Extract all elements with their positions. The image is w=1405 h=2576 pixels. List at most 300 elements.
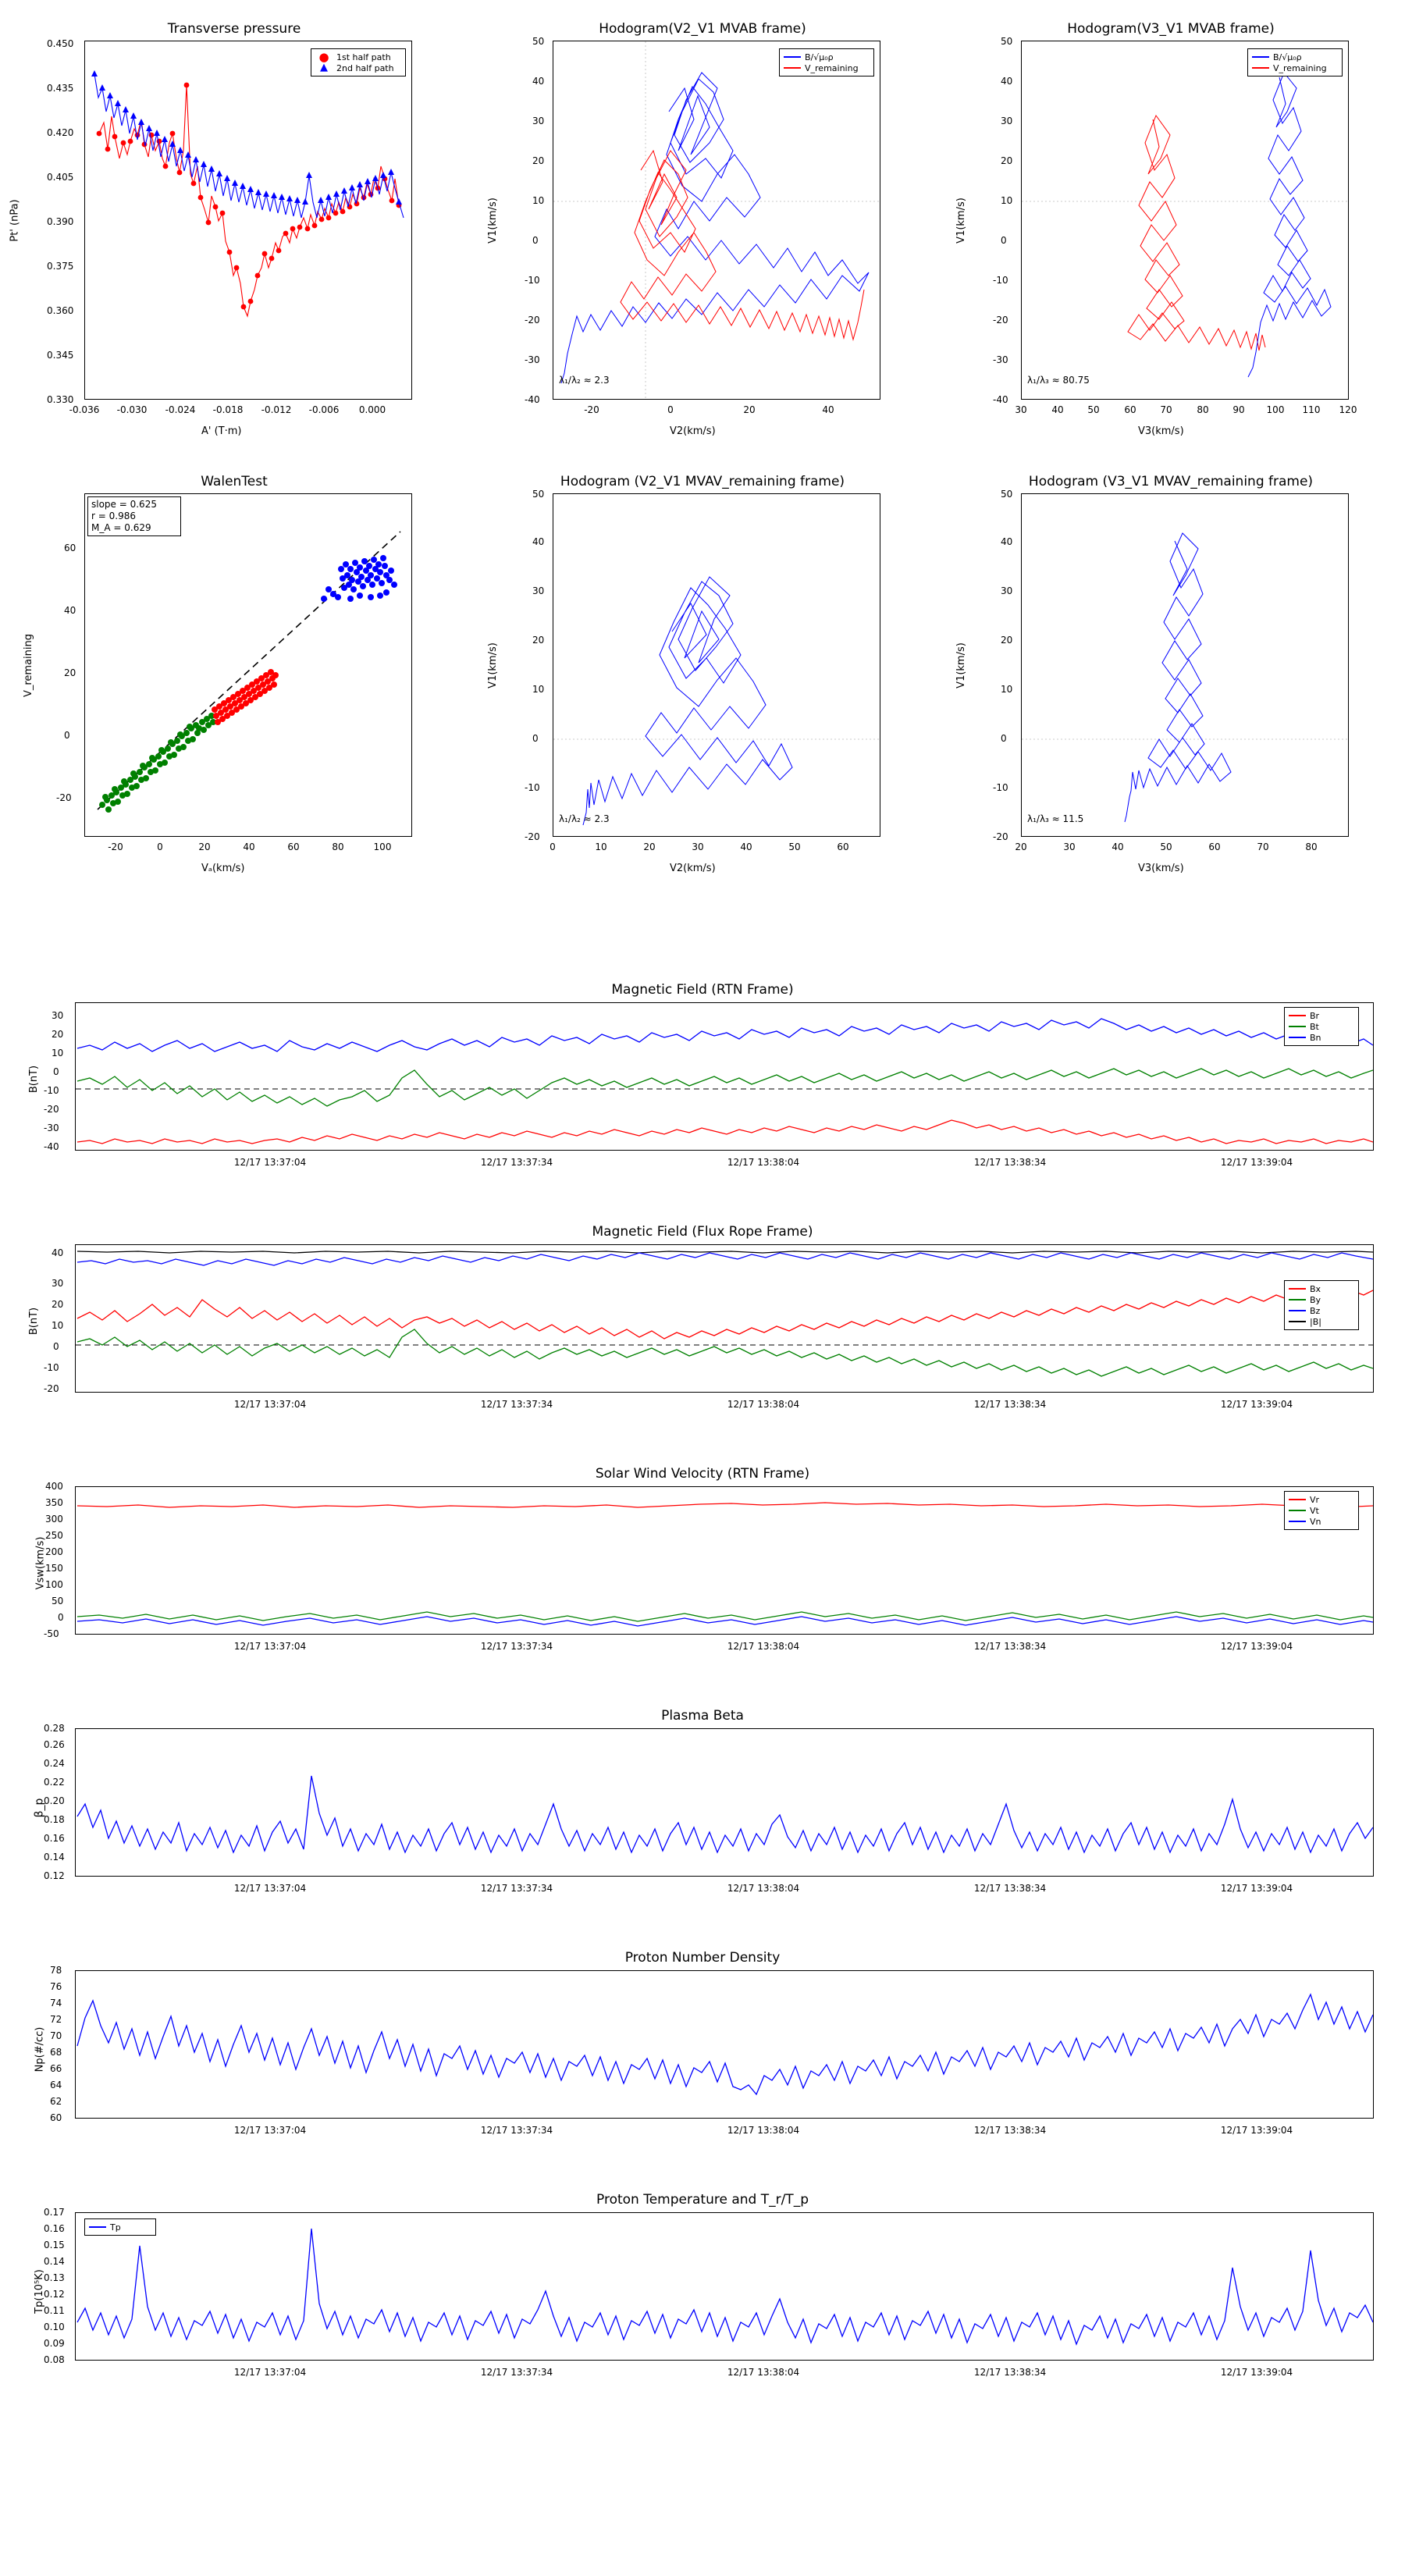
legend [1247, 48, 1343, 76]
y-axis-label: V1(km/s) [955, 642, 967, 688]
x-tick: 12/17 13:39:04 [1220, 1883, 1293, 1894]
legend-label: Bx [1310, 1283, 1321, 1294]
y-tick: 74 [50, 1998, 62, 2008]
y-tick: 150 [45, 1563, 63, 1574]
series-plot [76, 1245, 1374, 1393]
y-tick: 20 [532, 155, 545, 166]
legend-row [1289, 1494, 1354, 1505]
legend-row [1289, 1316, 1354, 1327]
x-tick: 80 [1305, 841, 1318, 852]
y-tick: 0.28 [44, 1723, 65, 1734]
panel-title: Magnetic Field (Flux Rope Frame) [592, 1224, 813, 1240]
y-tick: 0 [532, 733, 539, 744]
series-plot [76, 1003, 1374, 1151]
eigenvalue-ratio-annotation: λ₁/λ₃ ≈ 80.75 [1027, 375, 1090, 386]
legend-label: 1st half path [336, 52, 391, 62]
line-swatch-icon [1289, 1288, 1306, 1290]
x-tick: -0.024 [165, 404, 196, 415]
eigenvalue-ratio-annotation: λ₁/λ₂ ≈ 2.3 [559, 375, 610, 386]
legend-label: Vt [1310, 1505, 1319, 1516]
y-tick: 0.15 [44, 2240, 65, 2250]
legend-row [1289, 1032, 1354, 1043]
y-tick: 30 [532, 116, 545, 126]
x-tick: 60 [1208, 841, 1221, 852]
series-plot [553, 494, 880, 837]
y-tick: 0.10 [44, 2322, 65, 2332]
legend-label: Tp [110, 2222, 121, 2233]
alfven-mach-value: M_A = 0.629 [91, 522, 151, 533]
legend [1284, 1491, 1359, 1530]
x-tick: 40 [740, 841, 752, 852]
y-tick: 0.11 [44, 2305, 65, 2316]
plot-area [75, 1486, 1374, 1635]
y-tick: 100 [45, 1579, 63, 1590]
series-plot [85, 494, 412, 837]
plot-area [1021, 493, 1349, 837]
y-axis-label: β_p [33, 1798, 46, 1818]
x-tick: 50 [1087, 404, 1100, 415]
legend-label: Bz [1310, 1305, 1321, 1316]
y-axis-label: V1(km/s) [486, 642, 499, 688]
y-tick: 300 [45, 1514, 63, 1525]
y-tick: -10 [44, 1085, 59, 1096]
panel-title: Hodogram (V3_V1 MVAV_remaining frame) [1028, 474, 1314, 489]
x-axis-label: V3(km/s) [1138, 863, 1184, 874]
y-tick: 10 [1001, 684, 1013, 695]
legend-row [1289, 1294, 1354, 1305]
legend [779, 48, 874, 76]
y-tick: 0.435 [47, 83, 74, 94]
x-tick: 30 [1015, 404, 1027, 415]
x-tick: 12/17 13:39:04 [1220, 1157, 1293, 1168]
line-swatch-icon [1289, 1037, 1306, 1038]
plot-area [75, 1728, 1374, 1877]
panel-title [468, 474, 937, 489]
y-tick: 30 [1001, 585, 1013, 596]
y-tick: -40 [993, 394, 1008, 405]
x-tick: 12/17 13:37:34 [480, 1157, 553, 1168]
line-swatch-icon [1289, 1510, 1306, 1511]
y-tick: 0 [64, 730, 70, 741]
panel-plasma-beta [0, 1694, 1405, 1920]
series-plot [76, 2213, 1374, 2361]
y-tick: 0.450 [47, 38, 74, 49]
slope-value: slope = 0.625 [91, 499, 157, 510]
y-axis-label: Vsw(km/s) [34, 1536, 47, 1590]
x-tick: 80 [332, 841, 344, 852]
y-tick: 40 [532, 76, 545, 87]
line-swatch-icon [1289, 1310, 1306, 1311]
x-tick: 12/17 13:38:04 [727, 1641, 800, 1652]
y-tick: 50 [1001, 36, 1013, 47]
marker-group-green [99, 713, 216, 813]
y-tick: 0.22 [44, 1777, 65, 1788]
panel-title: Hodogram(V3_V1 MVAB frame) [1067, 21, 1275, 37]
y-tick: -10 [525, 275, 540, 286]
x-tick: 12/17 13:37:34 [480, 1399, 553, 1410]
series-plot [1022, 41, 1349, 400]
y-axis-label: Tp(10⁵K) [33, 2269, 45, 2314]
eigenvalue-ratio-annotation: λ₁/λ₂ ≈ 2.3 [559, 813, 610, 824]
y-tick: 50 [52, 1596, 64, 1606]
legend-label: B/√μ₀ρ [1273, 52, 1302, 62]
y-tick: 68 [50, 2047, 62, 2058]
y-tick: 20 [52, 1029, 64, 1040]
y-tick: -20 [993, 831, 1008, 842]
y-tick: -20 [525, 831, 540, 842]
y-tick: 10 [532, 684, 545, 695]
panel-title-text: Hodogram (V2_V1 MVAV_remaining frame) [560, 474, 845, 489]
plot-area [1021, 41, 1349, 400]
y-tick: 0 [1001, 733, 1007, 744]
panel-transverse-pressure [0, 0, 468, 453]
y-tick: 20 [52, 1299, 64, 1310]
line-swatch-icon [1289, 1299, 1306, 1300]
legend-row [1289, 1010, 1354, 1021]
y-tick: 10 [532, 195, 545, 206]
line-swatch-icon [1289, 1321, 1306, 1322]
y-tick: 50 [532, 36, 545, 47]
y-axis-label: V1(km/s) [486, 197, 499, 244]
y-tick: 0.14 [44, 1852, 65, 1863]
legend-label: 2nd half path [336, 62, 394, 73]
legend-row [1289, 1505, 1354, 1516]
line-swatch-icon [1252, 56, 1269, 58]
x-tick: 0 [667, 404, 674, 415]
x-tick: 12/17 13:37:04 [233, 2367, 307, 2378]
y-tick: 0.13 [44, 2272, 65, 2283]
line-swatch-icon [1289, 1026, 1306, 1027]
y-tick: 400 [45, 1481, 63, 1492]
line-swatch-icon [1289, 1521, 1306, 1522]
legend-row [1289, 1283, 1354, 1294]
x-tick: 50 [788, 841, 801, 852]
eigenvalue-ratio-annotation: λ₁/λ₃ ≈ 11.5 [1027, 813, 1084, 824]
y-tick: 0.420 [47, 127, 74, 138]
x-tick: 60 [287, 841, 300, 852]
y-tick: 40 [64, 605, 76, 616]
y-tick: 30 [52, 1010, 64, 1021]
x-tick: 20 [1015, 841, 1027, 852]
x-tick: 60 [1124, 404, 1136, 415]
y-tick: 20 [1001, 635, 1013, 646]
x-tick: 12/17 13:38:04 [727, 1157, 800, 1168]
y-tick: 50 [532, 489, 545, 500]
y-tick: -10 [993, 782, 1008, 793]
y-tick: -20 [993, 315, 1008, 326]
y-tick: 0.360 [47, 305, 74, 316]
x-tick: -0.030 [116, 404, 148, 415]
x-tick: 30 [692, 841, 704, 852]
x-tick: 12/17 13:37:34 [480, 2125, 553, 2136]
x-tick: 12/17 13:39:04 [1220, 2125, 1293, 2136]
y-tick: 60 [64, 543, 76, 553]
x-tick: 12/17 13:39:04 [1220, 1641, 1293, 1652]
legend-row [784, 62, 870, 73]
y-tick: 70 [50, 2030, 62, 2041]
panel-title: Plasma Beta [661, 1708, 744, 1724]
y-tick: 250 [45, 1530, 63, 1541]
panel-walen-test [0, 461, 468, 898]
legend-label: By [1310, 1294, 1321, 1305]
fit-statistics-box [87, 496, 181, 536]
y-tick: -30 [525, 354, 540, 365]
x-tick: 90 [1232, 404, 1245, 415]
x-tick: 0 [550, 841, 556, 852]
legend-label: Vn [1310, 1516, 1321, 1527]
legend-row [315, 62, 401, 73]
y-tick: 0.24 [44, 1758, 65, 1769]
y-axis-label: V_remaining [23, 633, 35, 698]
plot-area [553, 41, 880, 400]
x-axis-label: V2(km/s) [670, 425, 716, 437]
x-tick: 12/17 13:38:04 [727, 2367, 800, 2378]
series-plot [85, 41, 412, 400]
y-tick: 0.26 [44, 1739, 65, 1750]
y-tick: 20 [1001, 155, 1013, 166]
legend [84, 2218, 156, 2236]
legend-row [1289, 1305, 1354, 1316]
y-axis-label: Pt' (nPa) [9, 199, 21, 242]
panel-hodogram-v3v1-mvab [937, 0, 1405, 453]
x-tick: 70 [1160, 404, 1172, 415]
x-tick: 12/17 13:38:04 [727, 1883, 800, 1894]
y-tick: 0.18 [44, 1814, 65, 1825]
y-tick: 30 [1001, 116, 1013, 126]
x-tick: 100 [1266, 404, 1285, 415]
x-tick: -0.018 [212, 404, 244, 415]
y-tick: 10 [52, 1320, 64, 1331]
x-tick: 12/17 13:37:34 [480, 1641, 553, 1652]
panel-title: Proton Temperature and T_r/T_p [596, 2192, 809, 2208]
x-tick: 40 [1112, 841, 1124, 852]
line-swatch-icon [1289, 1499, 1306, 1500]
y-tick: -20 [525, 315, 540, 326]
legend [1284, 1280, 1359, 1330]
legend-row [315, 52, 401, 62]
panel-title: Transverse pressure [167, 21, 301, 37]
x-tick: -0.012 [261, 404, 292, 415]
y-tick: -30 [44, 1123, 59, 1133]
y-tick: 0 [53, 1341, 59, 1352]
plot-area [75, 2212, 1374, 2361]
panel-magnetic-field-rtn [0, 968, 1405, 1194]
y-tick: 66 [50, 2063, 62, 2074]
panel-hodogram-v2v1-mvav [468, 461, 937, 898]
y-tick: 0.390 [47, 216, 74, 227]
y-tick: 0.20 [44, 1795, 65, 1806]
panel-title: Magnetic Field (RTN Frame) [611, 982, 794, 998]
y-tick: 0.14 [44, 2256, 65, 2267]
x-tick: 40 [243, 841, 255, 852]
x-tick: -0.006 [308, 404, 340, 415]
series-plot [76, 1487, 1374, 1635]
y-tick: 62 [50, 2096, 62, 2107]
y-tick: -10 [44, 1362, 59, 1373]
x-tick: -0.036 [69, 404, 100, 415]
y-tick: 0.405 [47, 172, 74, 183]
series-plot [553, 41, 880, 400]
circle-marker-icon: ● [318, 50, 329, 64]
y-tick: 0.08 [44, 2354, 65, 2365]
x-axis-label: Vₐ(km/s) [201, 863, 245, 874]
y-axis-label: B(nT) [28, 1065, 41, 1094]
line-swatch-icon [1252, 67, 1269, 69]
x-tick: 40 [1051, 404, 1064, 415]
legend-label: |B| [1310, 1316, 1321, 1327]
y-axis-label: Np(#/cc) [34, 2026, 46, 2073]
y-tick: 0.17 [44, 2207, 65, 2218]
x-tick: 12/17 13:37:04 [233, 1641, 307, 1652]
panel-title: WalenTest [201, 474, 268, 489]
panel-proton-number-density [0, 1936, 1405, 2162]
y-tick: 0 [532, 235, 539, 246]
line-swatch-icon [784, 56, 801, 58]
plot-area [75, 1970, 1374, 2119]
panel-hodogram-v2v1-mvab [468, 0, 937, 453]
y-tick: 20 [64, 667, 76, 678]
x-tick: 12/17 13:38:34 [973, 2367, 1047, 2378]
y-tick: -20 [44, 1383, 59, 1394]
series-plot [76, 1971, 1374, 2119]
correlation-value: r = 0.986 [91, 511, 136, 521]
x-tick: 12/17 13:38:34 [973, 1641, 1047, 1652]
x-tick: 12/17 13:38:34 [973, 1883, 1047, 1894]
legend-label: Vr [1310, 1494, 1320, 1505]
x-tick: -20 [584, 404, 599, 415]
y-tick: 30 [532, 585, 545, 596]
y-tick: 350 [45, 1497, 63, 1508]
x-axis-label: A' (T·m) [201, 425, 242, 437]
plot-area [75, 1002, 1374, 1151]
y-tick: 0.12 [44, 2289, 65, 2300]
plot-area [84, 41, 412, 400]
legend-row [1252, 62, 1338, 73]
x-tick: 12/17 13:37:04 [233, 2125, 307, 2136]
legend-row [784, 52, 870, 62]
legend-row [1289, 1021, 1354, 1032]
x-axis-label: V2(km/s) [670, 863, 716, 874]
y-tick: 10 [52, 1048, 64, 1059]
legend-row [1289, 1516, 1354, 1527]
y-tick: 40 [1001, 76, 1013, 87]
y-tick: 40 [52, 1247, 64, 1258]
x-tick: 12/17 13:37:34 [480, 2367, 553, 2378]
y-tick: 76 [50, 1981, 62, 1992]
line-swatch-icon [89, 2226, 106, 2228]
y-tick: -20 [44, 1104, 59, 1115]
x-tick: 12/17 13:39:04 [1220, 2367, 1293, 2378]
x-tick: 80 [1197, 404, 1209, 415]
x-axis-label: V3(km/s) [1138, 425, 1184, 437]
y-tick: 200 [45, 1546, 63, 1557]
y-axis-label: B(nT) [28, 1307, 41, 1336]
y-tick: 0.09 [44, 2338, 65, 2349]
y-tick: -30 [993, 354, 1008, 365]
panel-proton-temperature [0, 2178, 1405, 2412]
panel-magnetic-field-flux-rope [0, 1210, 1405, 1436]
legend-label: B/√μ₀ρ [805, 52, 834, 62]
y-tick: -10 [993, 275, 1008, 286]
x-tick: 30 [1063, 841, 1076, 852]
y-tick: 0.16 [44, 1833, 65, 1844]
plot-area [84, 493, 412, 837]
y-tick: 0 [53, 1066, 59, 1077]
y-tick: 0.330 [47, 394, 74, 405]
x-tick: -20 [108, 841, 123, 852]
y-tick: -20 [56, 792, 72, 803]
x-tick: 100 [373, 841, 392, 852]
x-tick: 10 [595, 841, 607, 852]
x-tick: 40 [822, 404, 834, 415]
marker-group-blue [321, 555, 397, 602]
x-tick: 12/17 13:39:04 [1220, 1399, 1293, 1410]
y-tick: 0.12 [44, 1870, 65, 1881]
x-tick: 12/17 13:38:04 [727, 2125, 800, 2136]
x-tick: 0.000 [358, 404, 386, 415]
x-tick: 20 [643, 841, 656, 852]
y-tick: 40 [532, 536, 545, 547]
triangle-marker-icon: ▲ [320, 62, 328, 73]
y-tick: 64 [50, 2080, 62, 2090]
x-tick: 70 [1257, 841, 1269, 852]
legend [311, 48, 406, 76]
line-swatch-icon [784, 67, 801, 69]
legend-row [1252, 52, 1338, 62]
panel-title: Hodogram(V2_V1 MVAB frame) [599, 21, 806, 37]
y-tick: 40 [1001, 536, 1013, 547]
x-tick: 120 [1339, 404, 1357, 415]
y-tick: -40 [44, 1141, 59, 1152]
line-swatch-icon [1289, 1015, 1306, 1016]
legend-label: Bt [1310, 1021, 1319, 1032]
y-tick: 72 [50, 2014, 62, 2025]
y-tick: -50 [44, 1628, 59, 1639]
panel-solar-wind-velocity-rtn [0, 1452, 1405, 1678]
marker-group-red [212, 669, 279, 725]
x-tick: 110 [1302, 404, 1321, 415]
x-tick: 50 [1160, 841, 1172, 852]
series-plot [1022, 494, 1349, 837]
y-tick: 78 [50, 1965, 62, 1976]
x-tick: 12/17 13:37:04 [233, 1157, 307, 1168]
x-tick: 60 [837, 841, 849, 852]
x-tick: 20 [198, 841, 211, 852]
y-tick: 10 [1001, 195, 1013, 206]
y-tick: 60 [50, 2112, 62, 2123]
y-axis-label: V1(km/s) [955, 197, 967, 244]
y-tick: 20 [532, 635, 545, 646]
y-tick: 0.16 [44, 2223, 65, 2234]
series-plot [76, 1729, 1374, 1877]
plot-area [553, 493, 880, 837]
y-tick: 0.345 [47, 350, 74, 361]
legend-label: V_remaining [1273, 62, 1327, 73]
plot-area [75, 1244, 1374, 1393]
y-tick: 0.375 [47, 261, 74, 272]
x-tick: 20 [743, 404, 756, 415]
panel-title: Proton Number Density [624, 1950, 781, 1966]
legend-row [89, 2222, 151, 2233]
x-tick: 12/17 13:38:34 [973, 1157, 1047, 1168]
x-tick: 12/17 13:37:34 [480, 1883, 553, 1894]
legend-label: Br [1310, 1010, 1320, 1021]
x-tick: 12/17 13:38:34 [973, 2125, 1047, 2136]
x-tick: 12/17 13:38:04 [727, 1399, 800, 1410]
x-tick: 0 [157, 841, 163, 852]
x-tick: 12/17 13:37:04 [233, 1399, 307, 1410]
legend-label: Bn [1310, 1032, 1321, 1043]
